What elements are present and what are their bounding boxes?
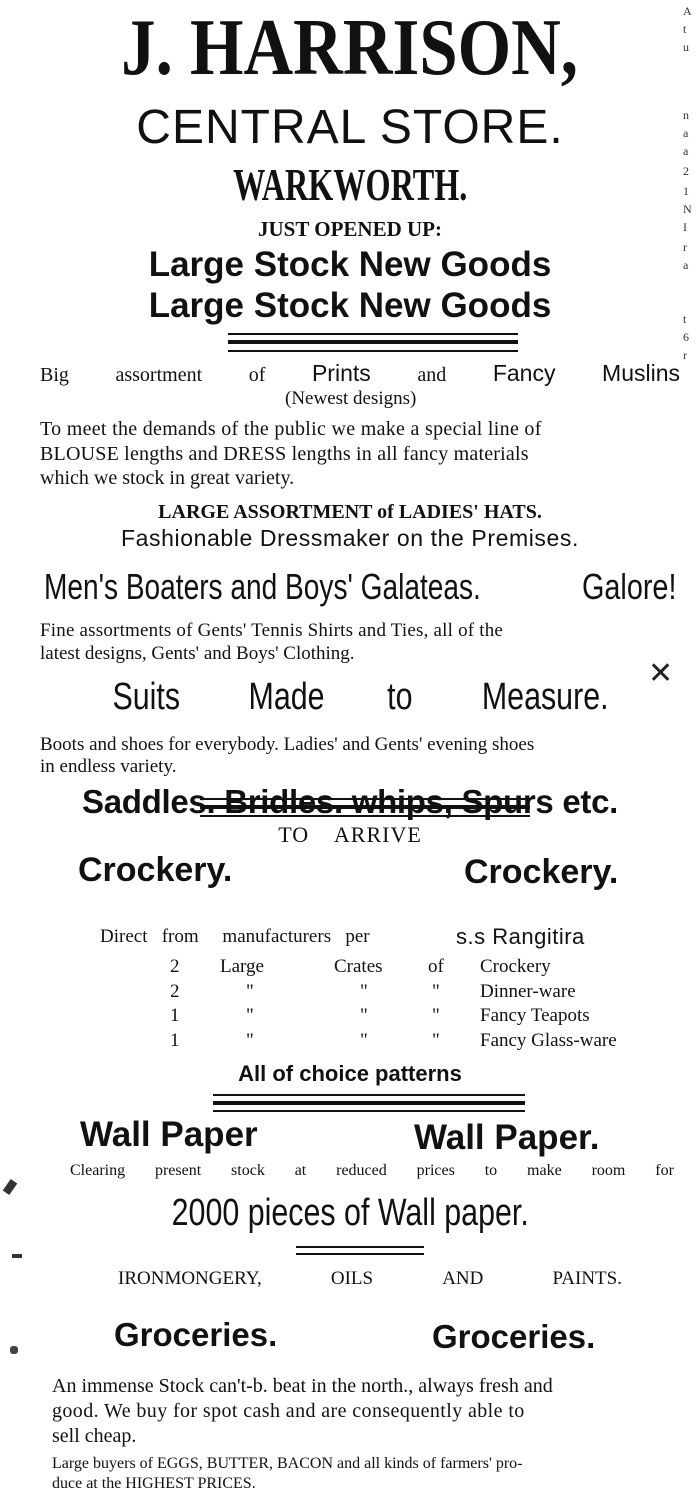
crockery-c3: of [428, 956, 444, 977]
margin-glyph: A [683, 4, 692, 18]
just-opened: JUST OPENED UP: [258, 217, 442, 241]
divider-rule [228, 333, 518, 335]
crockery-c3: " [432, 1030, 440, 1051]
divider-rule [200, 815, 530, 817]
ink-speck [12, 1254, 22, 1258]
crockery-item: Dinner-ware [480, 981, 576, 1002]
gents-line: latest designs, Gents' and Boys' Clothing. [40, 643, 355, 664]
choice-patterns: All of choice patterns [238, 1061, 462, 1086]
clearing-word: for [655, 1162, 674, 1179]
crockery-c2: Crates [334, 956, 383, 977]
boots-line: Boots and shoes for everybody. Ladies' and Gents' evening shoes [40, 734, 535, 755]
clearing-word: prices [416, 1162, 455, 1179]
clearing-word: make [527, 1162, 562, 1179]
crockery-c1: " [246, 981, 254, 1002]
margin-glyph: r [683, 240, 687, 254]
crockery-item: Fancy Glass-ware [480, 1030, 617, 1051]
crockery-qty: 2 [170, 956, 180, 977]
margin-glyph: 1 [683, 184, 689, 198]
prints-word: assortment [115, 364, 203, 386]
divider-rule [213, 1101, 525, 1105]
clearing-line [70, 1162, 674, 1180]
crockery-heading-left: Crockery. [78, 851, 233, 889]
margin-glyph: a [683, 258, 689, 272]
suits-word: Measure. [481, 676, 609, 718]
margin-glyph: 6 [683, 330, 689, 344]
dressmaker: Fashionable Dressmaker on the Premises. [120, 525, 580, 551]
mens-boaters-text: Men's Boaters and Boys' Galateas. [44, 566, 481, 607]
divider-rule [228, 340, 518, 344]
divider-rule [213, 1110, 525, 1112]
ironmongery-word: PAINTS. [552, 1268, 622, 1289]
prints-para-line: BLOUSE lengths and DRESS lengths in all fancy materials [40, 443, 529, 465]
clearing-word: present [154, 1162, 202, 1179]
ironmongery-word: AND [442, 1268, 484, 1289]
wallpaper-pieces-text: 2000 pieces of Wall paper. [171, 1192, 529, 1234]
gents-line: Fine assortments of Gents' Tennis Shirts and Ties, all of the [40, 620, 504, 641]
wallpaper-heading-left: Wall Paper [80, 1115, 258, 1154]
crockery-c2: " [360, 1005, 368, 1026]
divider-rule [213, 1094, 525, 1096]
prints-line [40, 360, 680, 387]
prints-word: Fancy [492, 360, 556, 386]
ship-name: s.s Rangitira [456, 924, 585, 949]
crockery-c3: " [432, 1005, 440, 1026]
crockery-c1: " [246, 1005, 254, 1026]
divider-rule [200, 798, 530, 800]
groceries-para-line: good. We buy for spot cash and are consequently able to [52, 1400, 525, 1422]
crockery-heading-right: Crockery. [464, 853, 619, 891]
prints-word: and [417, 364, 447, 386]
buyers-line: duce at the HIGHEST PRICES. [52, 1475, 256, 1492]
direct-word: per [345, 926, 370, 947]
buyers-line: Large buyers of EGGS, BUTTER, BACON and all kinds of farmers' pro- [52, 1455, 523, 1472]
store-town [0, 160, 700, 210]
headline-2: Large Stock New Goods [148, 286, 552, 325]
direct-word: from [161, 926, 199, 947]
crockery-c3: " [432, 981, 440, 1002]
clearing-word: room [591, 1162, 626, 1179]
wallpaper-pieces [0, 1190, 700, 1236]
galore-text: Galore! [582, 566, 677, 607]
ironmongery-line [118, 1268, 622, 1290]
clearing-word: reduced [336, 1162, 387, 1179]
margin-glyph: n [683, 108, 689, 122]
crockery-item: Crockery [480, 956, 551, 977]
to-arrive: TO ARRIVE [278, 822, 422, 847]
margin-glyph: r [683, 348, 687, 362]
divider-rule [296, 1253, 424, 1255]
groceries-heading-right: Groceries. [432, 1318, 596, 1355]
groceries-para-line: sell cheap. [52, 1425, 137, 1447]
store-subtitle: CENTRAL STORE. [136, 101, 564, 154]
margin-glyph: t [683, 22, 687, 36]
crockery-item: Fancy Teapots [480, 1005, 590, 1026]
suits-word: Made [248, 676, 325, 718]
boots-line: in endless variety. [40, 756, 177, 777]
suits-line [104, 674, 624, 720]
divider-rule [228, 350, 518, 352]
saddles: Saddles. Bridles. whips, Spurs etc. [82, 783, 618, 820]
prints-word: Muslins [602, 360, 680, 386]
prints-word: Big [40, 364, 69, 386]
prints-word: Prints [311, 360, 371, 386]
ironmongery-word: OILS [330, 1268, 374, 1289]
crockery-qty: 1 [170, 1005, 180, 1026]
margin-glyph: a [683, 144, 689, 158]
groceries-para-line: An immense Stock can't-b. beat in the north., always fresh and [52, 1375, 553, 1397]
prints-para-line: To meet the demands of the public we make a special line of [40, 418, 542, 440]
ladies-hats: LARGE ASSORTMENT of LADIES' HATS. [158, 501, 542, 523]
crockery-qty: 1 [170, 1030, 180, 1051]
direct-word: Direct [100, 926, 148, 947]
store-name-text: J. HARRISON, [121, 4, 579, 92]
pencil-mark [648, 656, 673, 691]
galore [582, 566, 700, 608]
divider-rule [296, 1246, 424, 1248]
margin-glyph: u [683, 40, 689, 54]
direct-word: manufacturers [222, 926, 332, 947]
clearing-word: stock [231, 1162, 265, 1179]
headline-1: Large Stock New Goods [148, 245, 552, 284]
pencil-x-icon: ✕ [648, 657, 674, 690]
prints-para-line: which we stock in great variety. [40, 467, 295, 489]
clearing-word: Clearing [70, 1162, 126, 1179]
newest-designs: (Newest designs) [285, 388, 417, 409]
ink-speck [10, 1346, 18, 1354]
groceries-heading-left: Groceries. [114, 1316, 278, 1353]
crockery-c2: " [360, 981, 368, 1002]
crockery-c1: Large [220, 956, 264, 977]
divider-rule [200, 805, 530, 809]
margin-glyph: a [683, 126, 689, 140]
margin-glyph: N [683, 202, 692, 216]
crockery-qty: 2 [170, 981, 180, 1002]
clearing-word: to [484, 1162, 498, 1179]
prints-word: of [248, 364, 266, 386]
store-name [0, 0, 700, 96]
mens-boaters [44, 566, 604, 608]
suits-word: Suits [112, 676, 181, 718]
clearing-word: at [294, 1162, 307, 1179]
wallpaper-heading-right: Wall Paper. [414, 1118, 600, 1157]
margin-glyph: t [683, 312, 687, 326]
crockery-c2: " [360, 1030, 368, 1051]
store-town-text: WARKWORTH. [232, 159, 468, 210]
crockery-c1: " [246, 1030, 254, 1051]
suits-word: to [386, 676, 413, 718]
margin-glyph: 2 [683, 164, 689, 178]
direct-line [100, 926, 370, 948]
margin-glyph: I [683, 220, 687, 234]
ironmongery-word: IRONMONGERY, [118, 1268, 262, 1289]
